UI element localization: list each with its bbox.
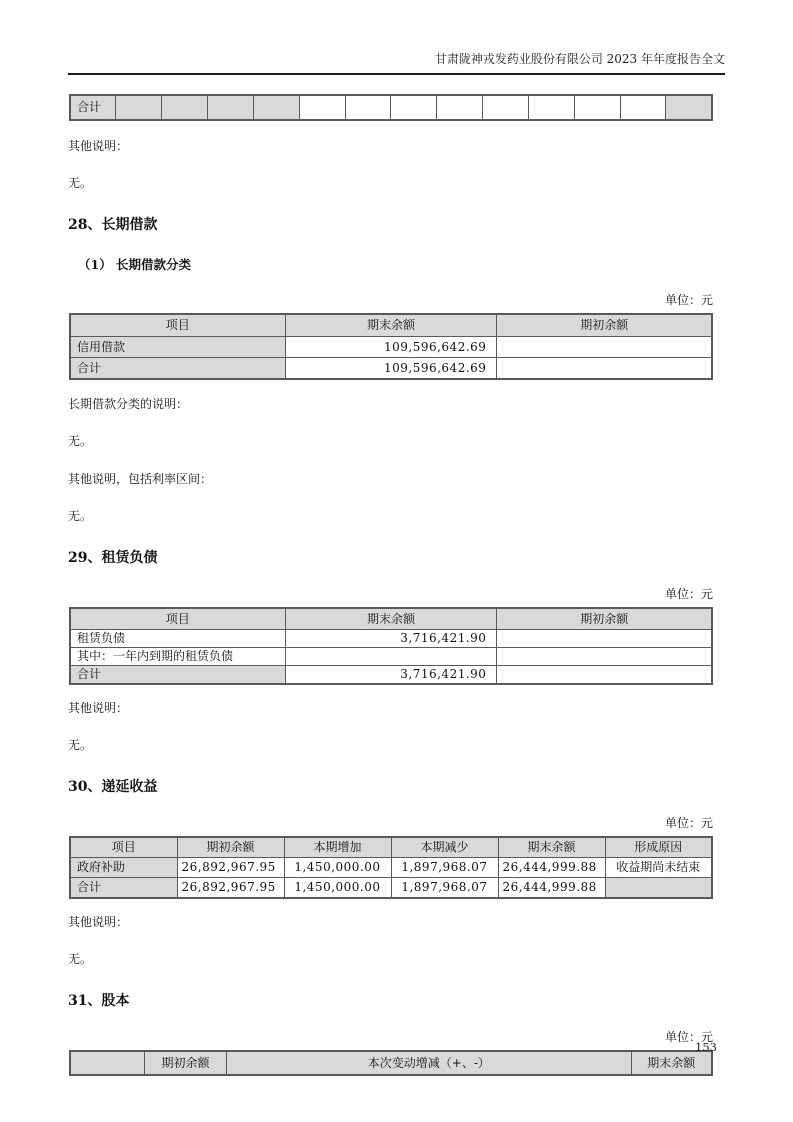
table-cell bbox=[116, 95, 162, 120]
column-header: 项目 bbox=[70, 314, 285, 337]
other-notes-label: 其他说明： bbox=[68, 915, 129, 929]
table-cell: 26,444,999.88 bbox=[498, 858, 605, 878]
table-row bbox=[70, 95, 712, 120]
table-cell: 合计 bbox=[70, 358, 285, 380]
table-header-row bbox=[70, 1051, 712, 1075]
column-header: 期初余额 bbox=[144, 1051, 226, 1075]
unit-label: 单位：元 bbox=[664, 1030, 713, 1044]
table-row bbox=[70, 648, 712, 666]
long-term-loans-table bbox=[69, 313, 713, 380]
interest-rate-note-label: 其他说明，包括利率区间： bbox=[68, 472, 213, 486]
table-cell bbox=[528, 95, 574, 120]
column-header: 期末余额 bbox=[631, 1051, 712, 1075]
table-cell: 其中：一年内到期的租赁负债 bbox=[70, 648, 285, 666]
table-row bbox=[70, 878, 712, 899]
table-cell bbox=[437, 95, 483, 120]
table-cell bbox=[497, 630, 712, 648]
column-header: 本次变动增减（+、-） bbox=[227, 1051, 631, 1075]
table-cell bbox=[483, 95, 529, 120]
share-capital-table bbox=[69, 1050, 713, 1076]
column-header: 期末余额 bbox=[285, 608, 497, 630]
table-cell bbox=[497, 648, 712, 666]
table-cell-total-label: 合计 bbox=[70, 95, 116, 120]
table-header-row bbox=[70, 608, 712, 630]
table-cell bbox=[605, 878, 712, 899]
table-cell: 1,897,968.07 bbox=[391, 858, 498, 878]
column-header: 期初余额 bbox=[177, 837, 284, 858]
table-cell bbox=[574, 95, 620, 120]
report-header-title: 甘肃陇神戎发药业股份有限公司 2023 年年度报告全文 bbox=[434, 52, 725, 66]
table-cell: 合计 bbox=[70, 666, 285, 685]
deferred-income-table bbox=[69, 836, 713, 899]
column-header: 期初余额 bbox=[497, 608, 712, 630]
carryover-table bbox=[69, 94, 713, 121]
table-cell: 1,450,000.00 bbox=[284, 878, 391, 899]
table-cell: 政府补助 bbox=[70, 858, 177, 878]
table-header-row bbox=[70, 314, 712, 337]
section-31-heading: 31、股本 bbox=[68, 993, 130, 1009]
unit-label: 单位：元 bbox=[664, 293, 713, 307]
page-number: 153 bbox=[695, 1040, 717, 1054]
column-header: 项目 bbox=[70, 837, 177, 858]
none-text: 无。 bbox=[68, 738, 93, 752]
table-cell: 26,444,999.88 bbox=[498, 878, 605, 899]
column-header: 本期增加 bbox=[284, 837, 391, 858]
table-cell bbox=[497, 358, 712, 380]
unit-label: 单位：元 bbox=[664, 816, 713, 830]
table-cell: 109,596,642.69 bbox=[285, 358, 497, 380]
table-cell: 26,892,967.95 bbox=[177, 858, 284, 878]
none-text: 无。 bbox=[68, 509, 93, 523]
table-cell bbox=[162, 95, 208, 120]
column-header: 本期减少 bbox=[391, 837, 498, 858]
table-row bbox=[70, 666, 712, 685]
table-cell: 1,897,968.07 bbox=[391, 878, 498, 899]
table-cell: 26,892,967.95 bbox=[177, 878, 284, 899]
table-row bbox=[70, 337, 712, 358]
table-cell: 3,716,421.90 bbox=[285, 630, 497, 648]
section-30-heading: 30、递延收益 bbox=[68, 779, 158, 795]
table-row bbox=[70, 630, 712, 648]
none-text: 无。 bbox=[68, 176, 93, 190]
none-text: 无。 bbox=[68, 952, 93, 966]
table-cell: 1,450,000.00 bbox=[284, 858, 391, 878]
table-cell bbox=[620, 95, 666, 120]
table-cell: 租赁负债 bbox=[70, 630, 285, 648]
section-28-subheading: （1） 长期借款分类 bbox=[78, 257, 192, 272]
lease-liabilities-table bbox=[69, 607, 713, 685]
table-cell bbox=[345, 95, 391, 120]
table-cell: 109,596,642.69 bbox=[285, 337, 497, 358]
table-cell: 收益期尚未结束 bbox=[605, 858, 712, 878]
table-cell bbox=[253, 95, 299, 120]
table-row bbox=[70, 858, 712, 878]
column-header: 期末余额 bbox=[498, 837, 605, 858]
table-header-row bbox=[70, 837, 712, 858]
none-text: 无。 bbox=[68, 434, 93, 448]
loan-classification-note-label: 长期借款分类的说明： bbox=[68, 397, 189, 411]
table-cell bbox=[391, 95, 437, 120]
column-header bbox=[70, 1051, 144, 1075]
column-header: 形成原因 bbox=[605, 837, 712, 858]
table-cell: 3,716,421.90 bbox=[285, 666, 497, 685]
column-header: 项目 bbox=[70, 608, 285, 630]
column-header: 期末余额 bbox=[285, 314, 497, 337]
table-cell: 信用借款 bbox=[70, 337, 285, 358]
table-cell: 合计 bbox=[70, 878, 177, 899]
unit-label: 单位：元 bbox=[664, 587, 713, 601]
table-cell bbox=[299, 95, 345, 120]
section-29-heading: 29、租赁负债 bbox=[68, 550, 158, 566]
header-rule bbox=[68, 73, 725, 75]
other-notes-label: 其他说明： bbox=[68, 701, 129, 715]
table-cell bbox=[208, 95, 254, 120]
table-cell bbox=[497, 337, 712, 358]
table-cell bbox=[666, 95, 712, 120]
column-header: 期初余额 bbox=[497, 314, 712, 337]
other-notes-label: 其他说明： bbox=[68, 139, 129, 153]
table-cell bbox=[285, 648, 497, 666]
section-28-heading: 28、长期借款 bbox=[68, 217, 158, 233]
table-cell bbox=[497, 666, 712, 685]
table-row bbox=[70, 358, 712, 380]
